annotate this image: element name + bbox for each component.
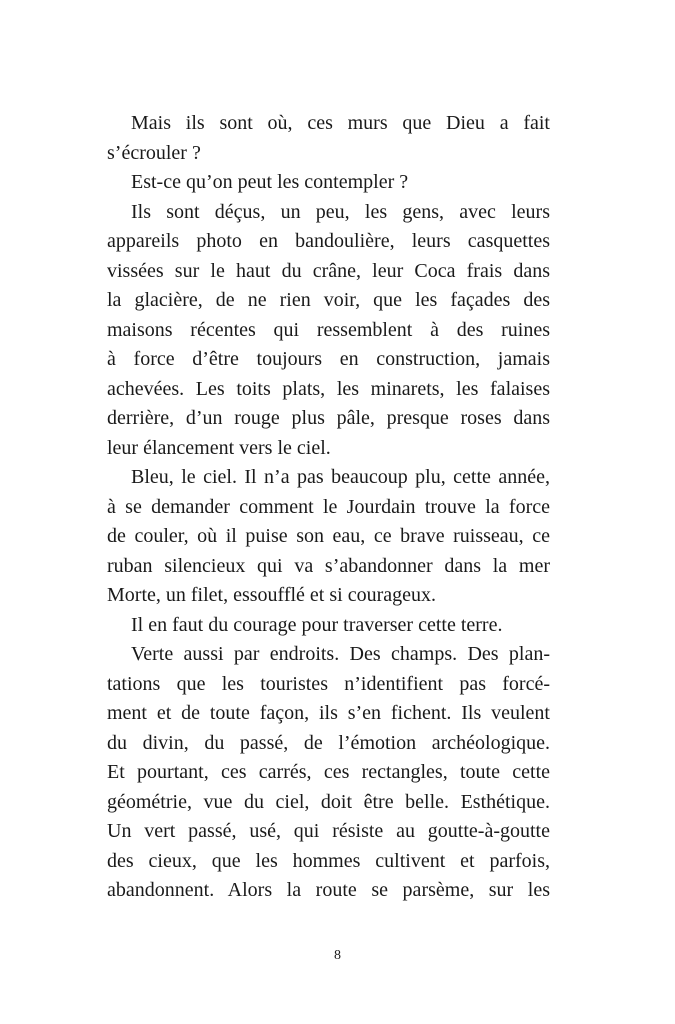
text-line: géométrie, vue du ciel, doit être belle. Esthétique.	[107, 790, 550, 813]
text-line: à force d’être toujours en construction, jamais	[107, 348, 550, 370]
text-line: Est-ce qu’on peut les contempler ?	[131, 171, 409, 193]
body-text	[107, 109, 550, 906]
text-line: s’écrouler ?	[107, 141, 201, 164]
text-line: ment et de toute façon, ils s’en fichent. Ils veulent	[107, 702, 550, 724]
text-line: maisons récentes qui ressemblent à des ruines	[107, 318, 550, 341]
text-line: de couler, où il puise son eau, ce brave ruisseau, ce	[107, 525, 550, 547]
text-line: des cieux, que les hommes cultivent et parfois,	[107, 849, 550, 872]
text-line: leur élancement vers le ciel.	[107, 436, 331, 459]
text-line: tations que les touristes n’identifient pas forcé-	[107, 672, 550, 695]
text-line: Mais ils sont où, ces murs que Dieu a fait	[131, 112, 550, 134]
text-line: Un vert passé, usé, qui résiste au goutte-à-goutte	[107, 820, 550, 842]
text-line: ruban silencieux qui va s’abandonner dans la mer	[107, 554, 550, 577]
text-line: Verte aussi par endroits. Des champs. Des plan-	[131, 643, 550, 665]
text-line: du divin, du passé, de l’émotion archéologique.	[107, 731, 550, 754]
text-line: achevées. Les toits plats, les minarets, les falaises	[107, 377, 550, 400]
page-number: 8	[334, 948, 341, 963]
text-line: appareils photo en bandoulière, leurs casquettes	[107, 230, 550, 252]
text-line: Morte, un filet, essoufflé et si courageux.	[107, 584, 436, 606]
text-line: derrière, d’un rouge plus pâle, presque roses dans	[107, 407, 550, 429]
text-line: abandonnent. Alors la route se parsème, sur les	[107, 879, 550, 901]
text-line: Et pourtant, ces carrés, ces rectangles, toute cette	[107, 761, 550, 783]
text-line: Bleu, le ciel. Il n’a pas beaucoup plu, cette année,	[131, 466, 550, 488]
text-line: la glacière, de ne rien voir, que les façades des	[107, 289, 550, 311]
text-line: Il en faut du courage pour traverser cette terre.	[131, 613, 503, 636]
text-line: Ils sont déçus, un peu, les gens, avec leurs	[131, 200, 550, 223]
text-line: à se demander comment le Jourdain trouve la force	[107, 495, 550, 518]
text-line: vissées sur le haut du crâne, leur Coca frais dans	[107, 259, 550, 282]
